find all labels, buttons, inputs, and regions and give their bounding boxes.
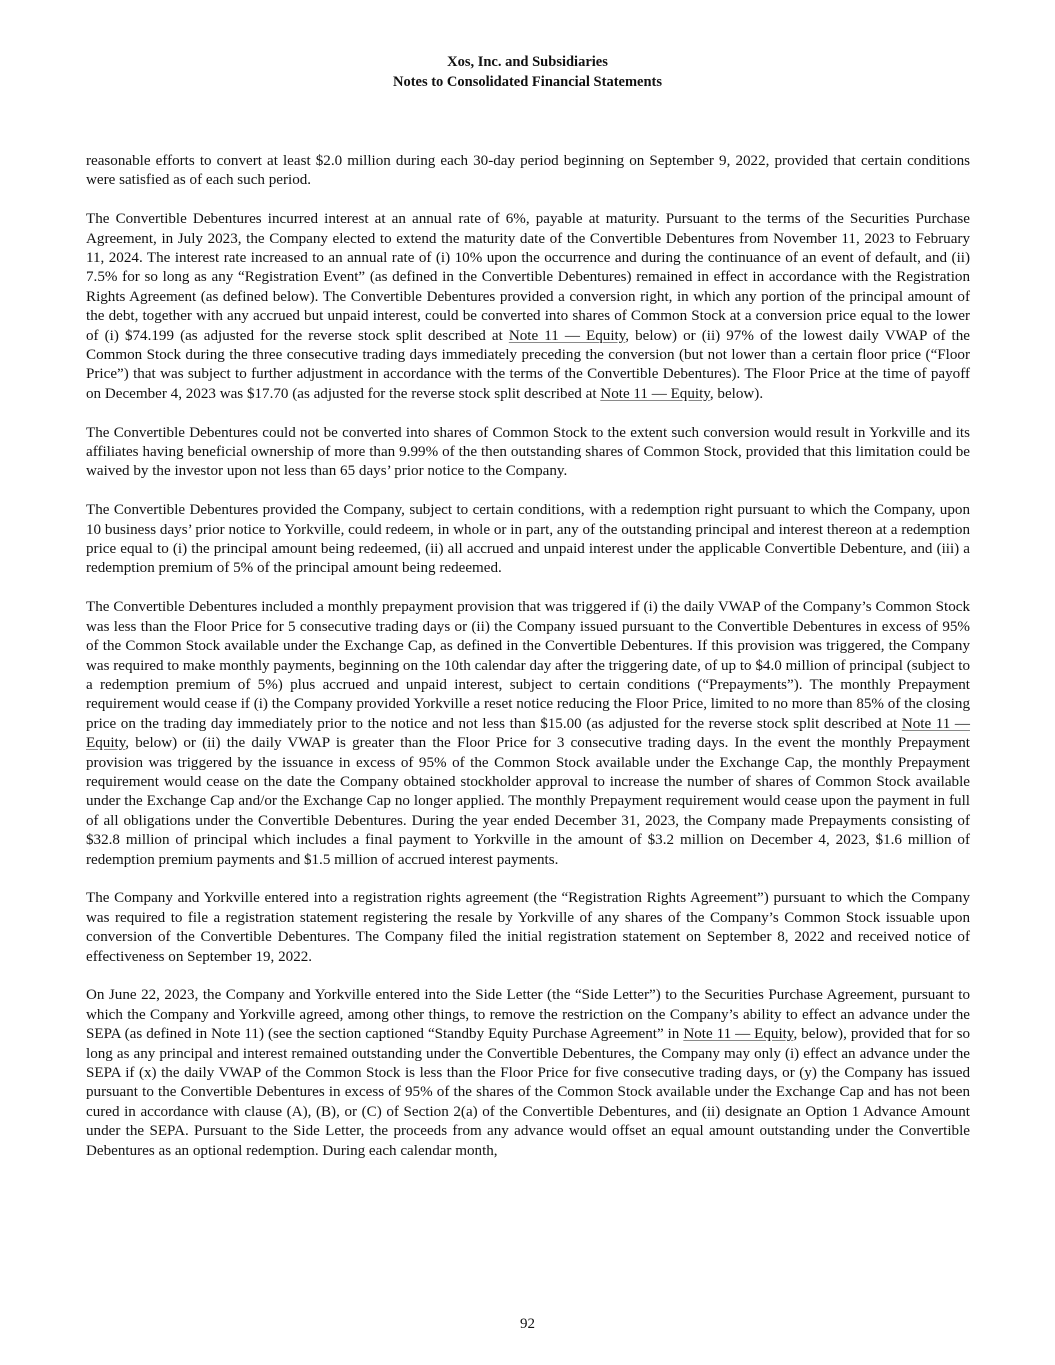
page-number: 92 xyxy=(520,1316,535,1332)
paragraph-1: reasonable efforts to convert at least $2.0 million during each 30-day period beginning on September 9, 2022, provided that certain conditions were satisfied as of each such period. xyxy=(86,153,970,189)
paragraph-3: The Convertible Debentures could not be converted into shares of Common Stock to the extent such conversion would result in Yorkville and its affiliates having beneficial ownership of more than 9.99% of the then outstanding shares of Common Stock, provided that this limitation could be waived by the investor upon not less than 65 days’ prior notice to the Company. xyxy=(86,424,970,480)
paragraph-2-text-b: , below) or (ii) 97% of the lowest daily VWAP of the Common Stock during the three consecutive trading days immediately preceding the conversion (but not lower than a certain floor price (“Floor Price”) that was subject to further adjustment in accordance with the terms of the Convertible Debentures). The Floor Price at the time of payoff on December 4, 2023 was $17.70 (as adjusted for the reverse stock split described at xyxy=(86,327,970,402)
note-11-equity-link[interactable]: Note 11 — Equity xyxy=(508,327,626,344)
paragraph-7-text-b: , below), provided that for so long as any principal and interest remained outstanding under the Convertible Debentures, the Company may only (i) effect an advance under the SEPA if (x) the daily VWAP of the Common Stock is less than the Floor Price for five consecutive trading days, or (y) the Company has issued pursuant to the Convertible Debentures in excess of 95% of the shares of the Common Stock available under the Exchange Cap and has not been cured in accordance with clause (A), (B), or (C) of Section 2(a) of the Convertible Debentures, and (ii) designate an Option 1 Advance Amount under the SEPA. Pursuant to the Side Letter, the proceeds from any advance would offset an equal amount outstanding under the Convertible Debentures as an optional redemption. During each calendar month, xyxy=(86,1026,970,1159)
paragraph-7 xyxy=(86,986,970,1161)
paragraph-2-text-a: The Convertible Debentures incurred interest at an annual rate of 6%, payable at maturity. Pursuant to the terms of the Securities Purchase Agreement, in July 2023, the Company elected to extend the maturity date of the Convertible Debentures from November 11, 2023 to February 11, 2024. The interest rate increased to an annual rate of (i) 10% upon the occurrence and during the continuance of an event of default, and (ii) 7.5% for so long as any “Registration Event” (as defined in the Convertible Debentures) remained in effect in accordance with the Registration Rights Agreement (as defined below). The Convertible Debentures provided a conversion right, in which any portion of the principal amount of the debt, together with any accrued but unpaid interest, could be converted into shares of Common Stock at a conversion price equal to the lower of (i) $74.199 (as adjusted for the reverse stock split described at xyxy=(86,211,970,344)
paragraph-5-text-a: The Convertible Debentures included a monthly prepayment provision that was triggered if (i) the daily VWAP of the Company’s Common Stock was less than the Floor Price for 5 consecutive trading days or (ii) the Company issued pursuant to the Convertible Debentures in excess of 95% of the Common Stock available under the Exchange Cap, as defined in the Convertible Debentures. If this provision was triggered, the Company was required to make monthly payments, beginning on the 10th calendar day after the triggering date, of up to $4.0 million of principal (subject to a redemption premium of 5%) plus accrued and unpaid interest, subject to certain conditions (“Prepayments”). The monthly Prepayment requirement would cease if (i) the Company provided Yorkville a reset notice reducing the Floor Price, limited to no more than 85% of the closing price on the trading day immediately prior to the notice and not less than $15.00 (as adjusted for the reverse stock split described at xyxy=(86,599,971,732)
paragraph-2 xyxy=(86,210,970,404)
company-name: Xos, Inc. and Subsidiaries xyxy=(447,54,608,70)
page-header xyxy=(0,52,1055,92)
note-11-equity-link[interactable]: Note 11 — Equity xyxy=(683,1026,794,1043)
note-11-equity-link[interactable]: Note 11 — Equity xyxy=(600,385,710,402)
paragraph-4: The Convertible Debentures provided the Company, subject to certain conditions, with a redemption right pursuant to which the Company, upon 10 business days’ prior notice to Yorkville, could redeem, in whole or in part, any of the outstanding principal and interest thereon at a redemption price equal to (i) the principal amount being redeemed, (ii) all accrued and unpaid interest under the applicable Convertible Debenture, and (iii) a redemption premium of 5% of the principal amount being redeemed. xyxy=(86,502,970,577)
paragraph-5 xyxy=(86,598,970,870)
paragraph-6: The Company and Yorkville entered into a registration rights agreement (the “Registration Rights Agreement”) pursuant to which the Company was required to file a registration statement registering the resale by Yorkville of any shares of the Company’s Common Stock issuable upon conversion of the Convertible Debentures. The Company filed the initial registration statement on September 8, 2022 and received notice of effectiveness on September 19, 2022. xyxy=(86,890,970,965)
paragraph-5-text-b: , below) or (ii) the daily VWAP is greater than the Floor Price for 3 consecutive trading days. In the event the monthly Prepayment provision was triggered by the issuance in excess of 95% of the Common Stock available under the Exchange Cap, the monthly Prepayment requirement would cease on the date the Company obtained stockholder approval to increase the number of shares of Common Stock available under the Exchange Cap and/or the Exchange Cap no longer applied. The monthly Prepayment requirement would cease upon the payment in full of all obligations under the Convertible Debentures. During the year ended December 31, 2023, the Company made Prepayments consisting of $32.8 million of principal which includes a final payment to Yorkville in the amount of $3.2 million on December 4, 2023, $1.6 million of redemption premium payments and $1.5 million of accrued interest payments. xyxy=(86,735,970,868)
paragraph-7-text-a: On June 22, 2023, the Company and Yorkville entered into the Side Letter (the “Side Letter”) to the Securities Purchase Agreement, pursuant to which the Company and Yorkville agreed, among other things, to remove the restriction on the Company’s ability to effect an advance under the SEPA (as defined in Note 11) (see the section captioned “Standby Equity Purchase Agreement” in xyxy=(86,987,970,1043)
note-11-equity-link[interactable]: Note 11 — Equity xyxy=(86,715,970,752)
document-body xyxy=(86,152,970,1180)
paragraph-2-text-c: , below). xyxy=(709,385,764,402)
document-title: Notes to Consolidated Financial Statements xyxy=(392,74,663,90)
